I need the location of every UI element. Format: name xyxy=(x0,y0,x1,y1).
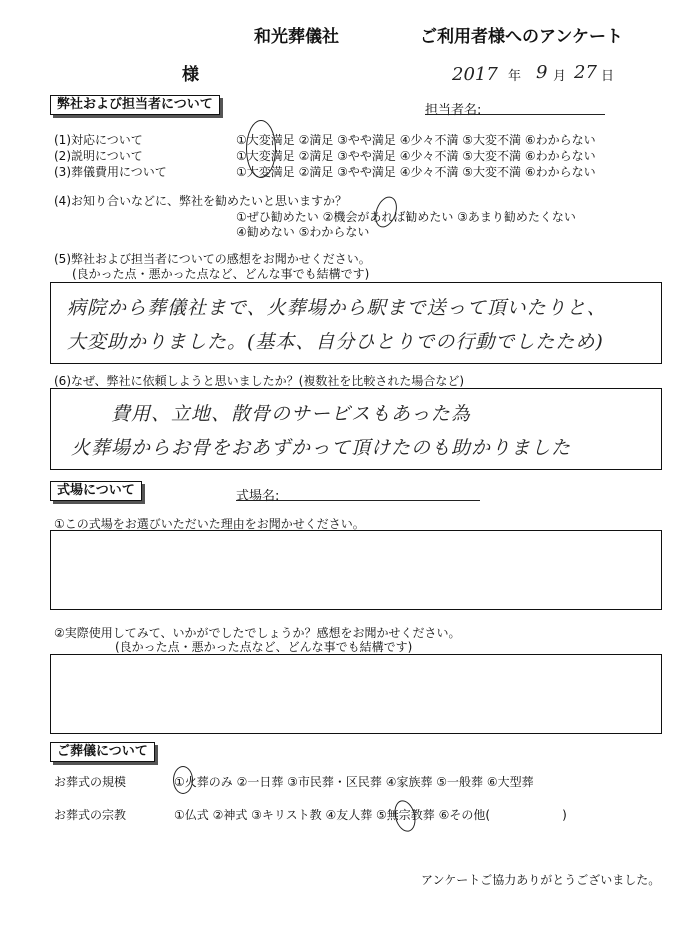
section-venue-title: 式場について xyxy=(50,481,142,501)
rating-item-options: ①大変満足 ②満足 ③やや満足 ④少々不満 ⑤大変不満 ⑥わからない xyxy=(236,165,596,179)
venue-q2-answer-box xyxy=(50,654,662,734)
funeral-religion-label: お葬式の宗教 xyxy=(54,808,127,822)
section-funeral-title: ご葬儀について xyxy=(50,742,155,762)
q6-question: (6)なぜ、弊社に依頼しようと思いましたか？(複数社を比較された場合など) xyxy=(54,374,465,388)
staff-name-label: 担当者名: xyxy=(425,103,482,118)
q5-question: (5)弊社および担当者についての感想をお聞かせください。 xyxy=(54,252,371,266)
rating-item-label: (2)説明について xyxy=(54,149,143,163)
company-name: 和光葬儀社 xyxy=(254,27,339,47)
date-month: 9 xyxy=(536,62,548,83)
venue-name-label: 式場名: xyxy=(236,489,280,504)
date-day-unit: 日 xyxy=(601,69,615,84)
date-day: 27 xyxy=(574,62,597,83)
date-month-unit: 月 xyxy=(553,69,567,84)
section-company-staff-title: 弊社および担当者について xyxy=(50,95,220,115)
venue-q1: ①この式場をお選びいただいた理由をお聞かせください。 xyxy=(54,517,365,531)
venue-q2-subtext: (良かった点・悪かった点など、どんな事でも結構です) xyxy=(115,640,413,654)
selection-circle-mark xyxy=(391,798,419,834)
funeral-scale-options: ①火葬のみ ②一日葬 ③市民葬・区民葬 ④家族葬 ⑤一般葬 ⑥大型葬 xyxy=(174,775,534,789)
rating-item-options: ①大変満足 ②満足 ③やや満足 ④少々不満 ⑤大変不満 ⑥わからない xyxy=(236,149,596,163)
selection-circle-mark xyxy=(173,766,193,794)
recipient-suffix: 様 xyxy=(182,65,199,85)
rating-item-options: ①大変満足 ②満足 ③やや満足 ④少々不満 ⑤大変不満 ⑥わからない xyxy=(236,133,596,147)
q6-answer-line2: 火葬場からお骨をおあずかって頂けたのも助かりました xyxy=(71,437,572,459)
q5-answer-box xyxy=(50,282,662,364)
q4-question: (4)お知り合いなどに、弊社を勧めたいと思いますか？ xyxy=(54,194,348,208)
q4-options-line2: ④勧めない ⑤わからない xyxy=(236,225,370,239)
venue-q2: ②実際使用してみて、いかがでしたでしょうか？感想をお聞かせください。 xyxy=(54,626,461,640)
q5-answer-line2: 大変助かりました。(基本、自分ひとりでの行動でしたため) xyxy=(67,331,604,353)
date-year-unit: 年 xyxy=(508,69,522,84)
staff-name-line xyxy=(425,114,605,115)
q4-options-line1: ①ぜひ勧めたい ②機会があれば勧めたい ③あまり勧めたくない xyxy=(236,210,576,224)
survey-title: ご利用者様へのアンケート xyxy=(420,27,623,47)
rating-item-label: (3)葬儀費用について xyxy=(54,165,167,179)
venue-q1-answer-box xyxy=(50,530,662,610)
selection-circle-mark xyxy=(246,120,276,178)
q5-subtext: (良かった点・悪かった点など、どんな事でも結構です) xyxy=(72,267,370,281)
funeral-scale-label: お葬式の規模 xyxy=(54,775,127,789)
q6-answer-line1: 費用、立地、散骨のサービスもあった為 xyxy=(111,403,471,425)
date-year: 2017 xyxy=(452,64,498,85)
venue-name-line xyxy=(236,500,480,501)
footer-thanks: アンケートご協力ありがとうございました。 xyxy=(421,873,661,887)
rating-item-label: (1)対応について xyxy=(54,133,143,147)
q5-answer-line1: 病院から葬儀社まで、火葬場から駅まで送って頂いたりと、 xyxy=(67,297,607,319)
q6-answer-box xyxy=(50,388,662,470)
funeral-religion-options: ①仏式 ②神式 ③キリスト教 ④友人葬 ⑤無宗教葬 ⑥その他( ) xyxy=(174,808,567,822)
